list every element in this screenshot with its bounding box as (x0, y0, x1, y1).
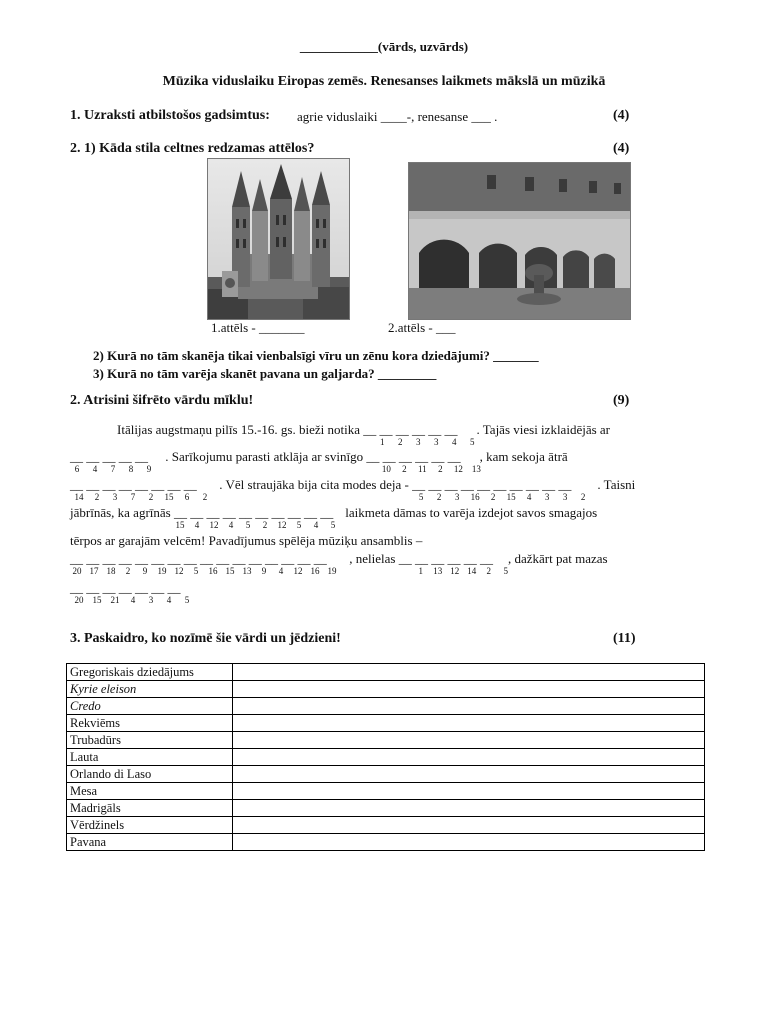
cipher-num: 3 (112, 492, 118, 502)
cipher-num: 9 (261, 566, 267, 576)
cipher-num: 2 (486, 566, 491, 576)
cipher-num: 2 (262, 520, 268, 530)
term-cell: Vērdžinels (67, 817, 233, 834)
table-row (67, 664, 705, 681)
cipher-num: 2 (436, 492, 442, 502)
table-row (67, 698, 705, 715)
cipher-line-2 (70, 449, 568, 479)
term-cell: Trubadūrs (67, 732, 233, 749)
cipher-num: 2 (202, 492, 208, 502)
cipher-num: 2 (438, 464, 443, 474)
cipher-num: 3 (544, 492, 550, 502)
q1-answer-text[interactable]: agrie viduslaiki ____-, renesanse ___ . (297, 109, 498, 124)
cipher-num: 18 (106, 566, 116, 576)
cipher-num: 12 (209, 520, 219, 530)
cipher-num: 15 (506, 492, 516, 502)
cipher-blanks-6a[interactable]: __ __ __ __ __ __ __ __ __ __ __ __ __ __ __ __ 20 17 18 2 9 19 12 5 16 15 13 9 4 12 16 19 (70, 551, 346, 581)
cipher-num: 12 (293, 566, 303, 576)
cipher-num: 2 (125, 566, 131, 576)
cipher-blanks-3a[interactable]: __ __ __ __ __ __ __ __ 14 2 3 7 2 15 6 2 (70, 477, 216, 507)
renaissance-loggia-image (408, 162, 631, 320)
table-row (67, 749, 705, 766)
cipher-num: 13 (433, 566, 443, 576)
cipher-line-1-end: . Tajās viesi izklaidējās ar (476, 422, 610, 437)
cipher-num: 6 (184, 492, 190, 502)
cipher-num: 13 (471, 464, 481, 474)
table-row (67, 800, 705, 817)
cipher-num: 12 (453, 464, 463, 474)
cipher-num: 15 (225, 566, 235, 576)
term-cell: Mesa (67, 783, 233, 800)
cipher-num: 6 (74, 464, 80, 474)
cipher-num: 11 (418, 464, 427, 474)
q3-label: 2. Atrisini šifrēto vārdu mīklu! (70, 393, 254, 408)
table-row (67, 783, 705, 800)
cipher-line-4 (70, 505, 597, 535)
definition-cell[interactable] (233, 766, 705, 783)
cipher-num: 5 (470, 437, 475, 447)
q2-label: 2. 1) Kāda stila celtnes redzamas attēlos? (70, 141, 315, 156)
cipher-num: 2 (94, 492, 100, 502)
cipher-blanks-4[interactable]: __ __ __ __ __ __ __ __ __ __ 15 4 12 4 5 2 12 5 4 5 (174, 505, 342, 535)
definition-cell[interactable] (233, 817, 705, 834)
cipher-num: 7 (110, 464, 116, 474)
q4-points: (11) (613, 631, 636, 646)
cipher-num: 21 (110, 595, 120, 605)
term-cell: Madrigāls (67, 800, 233, 817)
gothic-cathedral-image (207, 158, 350, 320)
definition-cell[interactable] (233, 834, 705, 851)
q2-points: (4) (613, 141, 630, 156)
cipher-num: 15 (175, 520, 185, 530)
cipher-line-3 (70, 477, 635, 507)
cipher-blanks-3b[interactable]: __ __ __ __ __ __ __ __ __ __ 5 2 3 16 2 15 4 3 3 2 (412, 477, 594, 507)
cipher-num: 16 (310, 566, 320, 576)
cipher-num: 4 (130, 595, 136, 605)
cipher-num: 5 (503, 566, 508, 576)
cipher-line-2-end: , kam sekoja ātrā (479, 449, 568, 464)
definition-cell[interactable] (233, 715, 705, 732)
term-cell: Kyrie eleison (67, 681, 233, 698)
table-row (67, 732, 705, 749)
cipher-num: 10 (381, 464, 391, 474)
term-cell: Lauta (67, 749, 233, 766)
cipher-num: 2 (148, 492, 154, 502)
cipher-num: 2 (490, 492, 496, 502)
cipher-num: 9 (146, 464, 152, 474)
terms-table (66, 663, 705, 851)
image2-caption[interactable]: 2.attēls - ___ (388, 320, 456, 335)
cipher-num: 9 (142, 566, 148, 576)
cipher-num: 1 (380, 437, 385, 447)
q3-points: (9) (613, 393, 630, 408)
cipher-line-4-start: jābrīnās, ka agrīnās (70, 505, 171, 520)
term-cell: Gregoriskais dziedājums (67, 664, 233, 681)
definition-cell[interactable] (233, 783, 705, 800)
table-row (67, 681, 705, 698)
cipher-num: 13 (242, 566, 252, 576)
cipher-num: 3 (416, 437, 421, 447)
cipher-line-6-mid: , nelielas (349, 551, 396, 566)
cipher-num: 2 (402, 464, 407, 474)
cipher-num: 20 (74, 595, 84, 605)
cipher-blanks-1[interactable]: __ __ __ __ __ __ 1 2 3 3 4 5 (363, 422, 473, 452)
cipher-num: 3 (454, 492, 460, 502)
cipher-num: 5 (245, 520, 251, 530)
cipher-line-2-mid: . Sarīkojumu parasti atklāja ar svinīgo (165, 449, 364, 464)
cipher-num: 5 (184, 595, 190, 605)
q2-sub2[interactable]: 2) Kurā no tām skanēja tikai vienbalsīgi vīru un zēnu kora dziedājumi? _______ (93, 348, 539, 363)
cipher-num: 2 (580, 492, 586, 502)
cipher-num: 5 (193, 566, 199, 576)
cipher-num: 19 (157, 566, 167, 576)
cipher-blanks-7[interactable]: __ __ __ __ __ __ __ 20 15 21 4 3 4 5 (70, 580, 194, 610)
cipher-num: 17 (89, 566, 99, 576)
cipher-num: 7 (130, 492, 136, 502)
table-row (67, 834, 705, 851)
cipher-num: 1 (418, 566, 423, 576)
cipher-num: 20 (72, 566, 82, 576)
cipher-line-7 (70, 580, 194, 610)
cipher-line-1-text: Itālijas augstmaņu pilīs 15.-16. gs. bieži notika (117, 422, 360, 437)
cipher-num: 16 (208, 566, 218, 576)
cipher-line-5: tērpos ar garajām velcēm! Pavadījumus spēlēja mūziķu ansamblis – (70, 533, 423, 548)
student-name-line[interactable]: ____________(vārds, uzvārds) (299, 39, 469, 54)
cipher-num: 19 (327, 566, 337, 576)
cipher-num: 4 (92, 464, 98, 474)
image1-caption[interactable]: 1.attēls - _______ (211, 320, 305, 335)
cipher-num: 4 (228, 520, 234, 530)
cipher-num: 4 (166, 595, 172, 605)
definition-cell[interactable] (233, 698, 705, 715)
cipher-line-3-end: . Taisni (597, 477, 636, 492)
cipher-line-6-end: , dažkārt pat mazas (507, 551, 608, 566)
cipher-num: 4 (452, 437, 457, 447)
definition-cell[interactable] (233, 664, 705, 681)
cipher-num: 14 (467, 566, 477, 576)
cipher-num: 12 (174, 566, 184, 576)
cipher-num: 8 (128, 464, 134, 474)
cipher-num: 4 (313, 520, 319, 530)
definition-cell[interactable] (233, 681, 705, 698)
table-row (67, 766, 705, 783)
cipher-num: 2 (398, 437, 403, 447)
q4-label: 3. Paskaidro, ko nozīmē šie vārdi un jēdzieni! (70, 631, 341, 646)
cipher-line-3-mid: . Vēl straujāka bija cita modes deja - (219, 477, 409, 492)
term-cell: Pavana (67, 834, 233, 851)
cipher-num: 12 (450, 566, 460, 576)
term-cell: Credo (67, 698, 233, 715)
cipher-num: 4 (278, 566, 284, 576)
cipher-line-1 (117, 422, 610, 452)
cipher-num: 5 (296, 520, 302, 530)
cipher-blanks-2b[interactable]: __ __ __ __ __ __ 10 2 11 2 12 13 (366, 449, 476, 479)
cipher-num: 14 (74, 492, 84, 502)
cipher-num: 4 (526, 492, 532, 502)
cipher-num: 15 (92, 595, 102, 605)
cipher-num: 5 (330, 520, 336, 530)
term-cell: Rekviēms (67, 715, 233, 732)
cipher-line-4-end: laikmeta dāmas to varēja izdejot savos smagajos (345, 505, 598, 520)
q2-sub3[interactable]: 3) Kurā no tām varēja skanēt pavana un galjarda? _________ (93, 366, 437, 381)
q1-label: 1. Uzraksti atbilstošos gadsimtus: (70, 108, 270, 123)
q1-points: (4) (613, 108, 630, 123)
table-row (67, 817, 705, 834)
term-cell: Orlando di Laso (67, 766, 233, 783)
cipher-num: 4 (194, 520, 200, 530)
definition-cell[interactable] (233, 749, 705, 766)
cipher-num: 3 (434, 437, 439, 447)
definition-cell[interactable] (233, 800, 705, 817)
cipher-num: 12 (277, 520, 287, 530)
cipher-blanks-6b[interactable]: __ __ __ __ __ __ 1 13 12 14 2 5 (399, 551, 505, 581)
worksheet-title: Mūzika viduslaiku Eiropas zemēs. Renesanses laikmets mākslā un mūzikā (162, 74, 606, 89)
cipher-blanks-2a[interactable]: __ __ __ __ __ 6 4 7 8 9 (70, 449, 162, 479)
table-row (67, 715, 705, 732)
cipher-num: 3 (148, 595, 154, 605)
cipher-num: 16 (470, 492, 480, 502)
cipher-num: 3 (562, 492, 568, 502)
cipher-line-6 (70, 551, 608, 581)
cipher-num: 15 (164, 492, 174, 502)
definition-cell[interactable] (233, 732, 705, 749)
cipher-num: 5 (418, 492, 424, 502)
